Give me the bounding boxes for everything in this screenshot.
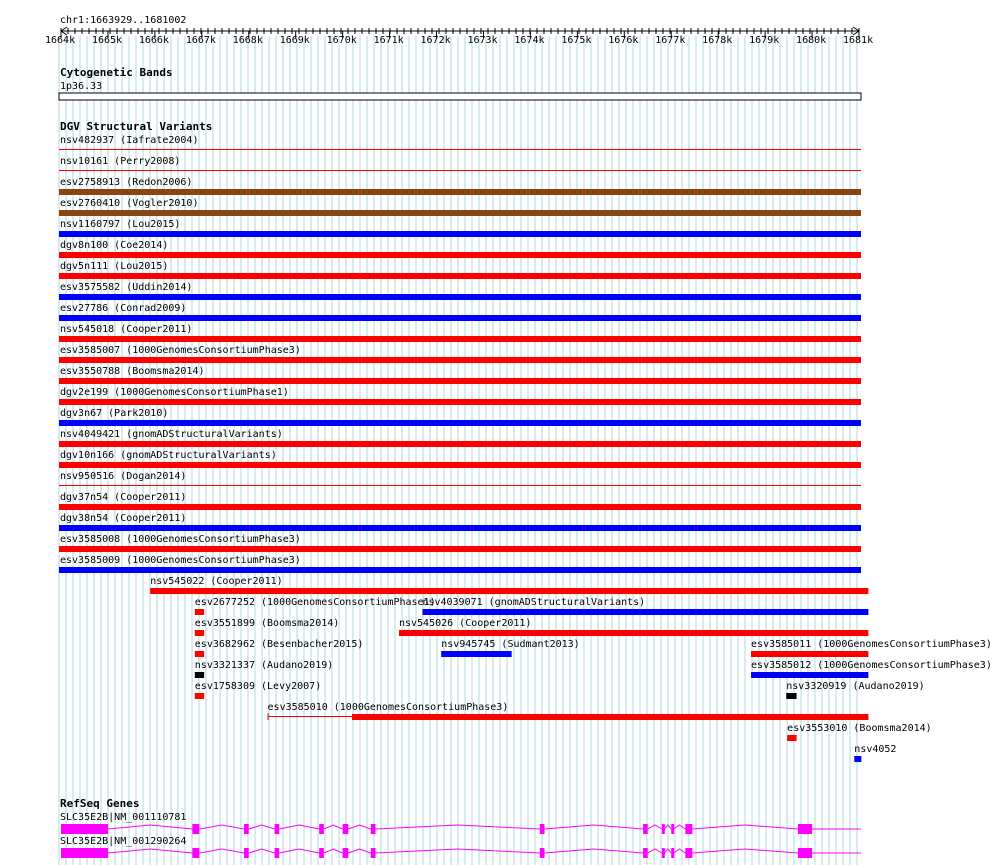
dgv-variant-label[interactable]: nsv482937 (Iafrate2004) — [60, 135, 199, 146]
refseq-exon[interactable] — [371, 848, 376, 858]
dgv-variant-label[interactable]: dgv38n54 (Cooper2011) — [60, 513, 187, 524]
dgv-variant-bar[interactable] — [787, 735, 796, 741]
dgv-variant-bar[interactable] — [59, 294, 861, 300]
refseq-exon[interactable] — [685, 824, 692, 834]
dgv-variant-bar[interactable] — [352, 714, 868, 720]
dgv-variant-label[interactable]: nsv545022 (Cooper2011) — [150, 576, 283, 587]
ruler-tick-label: 1670k — [326, 35, 357, 46]
dgv-variant-label[interactable]: dgv2e199 (1000GenomesConsortiumPhase1) — [60, 387, 289, 398]
refseq-transcript-label[interactable]: SLC35E2B|NM_001290264 — [60, 836, 187, 847]
dgv-variant-label[interactable]: nsv3320919 (Audano2019) — [786, 681, 925, 692]
dgv-variant-bar[interactable] — [59, 420, 861, 426]
refseq-exon[interactable] — [319, 824, 324, 834]
refseq-exon[interactable] — [671, 824, 674, 834]
dgv-variant-bar[interactable] — [195, 693, 204, 699]
dgv-variant-bar[interactable] — [59, 273, 861, 279]
dgv-variant-bar[interactable] — [59, 441, 861, 447]
dgv-variant-bar[interactable] — [751, 672, 868, 678]
refseq-intron-line — [108, 849, 861, 853]
dgv-variant-bar[interactable] — [59, 357, 861, 363]
dgv-variant-bar[interactable] — [150, 588, 868, 594]
dgv-variant-bar[interactable] — [59, 231, 861, 237]
refseq-exon[interactable] — [343, 824, 349, 834]
dgv-variant-bar[interactable] — [59, 252, 861, 258]
dgv-variant-bar[interactable] — [195, 672, 204, 678]
refseq-exon[interactable] — [61, 824, 108, 834]
dgv-variant-bar[interactable] — [59, 189, 861, 195]
refseq-exon[interactable] — [671, 848, 674, 858]
dgv-variant-label[interactable]: dgv10n166 (gnomADStructuralVariants) — [60, 450, 277, 461]
refseq-exon[interactable] — [275, 824, 280, 834]
dgv-variant-bar[interactable] — [195, 630, 204, 636]
refseq-track-title[interactable]: RefSeq Genes — [60, 797, 140, 810]
refseq-exon[interactable] — [61, 848, 108, 858]
cytoband-bar[interactable] — [59, 93, 861, 100]
refseq-transcript-label[interactable]: SLC35E2B|NM_001110781 — [60, 812, 187, 823]
dgv-variant-label[interactable]: esv3553010 (Boomsma2014) — [787, 723, 932, 734]
refseq-exon[interactable] — [798, 848, 812, 858]
dgv-variant-bar[interactable] — [854, 756, 861, 762]
refseq-intron-line — [108, 825, 861, 829]
refseq-exon[interactable] — [798, 824, 812, 834]
dgv-variant-label[interactable]: nsv3321337 (Audano2019) — [194, 660, 334, 671]
dgv-variant-label[interactable]: nsv545026 (Cooper2011) — [398, 618, 532, 629]
refseq-exon[interactable] — [685, 848, 692, 858]
dgv-variant-label[interactable]: esv1758309 (Levy2007) — [194, 681, 322, 692]
dgv-variant-label[interactable]: esv3585012 (1000GenomesConsortiumPhase3) — [751, 660, 992, 671]
refseq-exon[interactable] — [662, 848, 665, 858]
refseq-exon[interactable] — [540, 824, 545, 834]
ruler-tick-label: 1664k — [45, 35, 76, 46]
dgv-variant-bar[interactable] — [59, 567, 861, 573]
ruler-tick-label: 1669k — [279, 35, 310, 46]
dgv-variant-label[interactable]: esv2758913 (Redon2006) — [60, 177, 193, 188]
dgv-variant-label[interactable]: esv3575582 (Uddin2014) — [60, 282, 193, 293]
dgv-variant-label[interactable]: nsv945745 (Sudmant2013) — [441, 639, 580, 650]
dgv-variant-label[interactable]: dgv5n111 (Lou2015) — [60, 261, 169, 272]
dgv-variant-label[interactable]: esv3585009 (1000GenomesConsortiumPhase3) — [60, 555, 301, 566]
dgv-variant-bar[interactable] — [195, 651, 204, 657]
dgv-variant-label[interactable]: esv3585010 (1000GenomesConsortiumPhase3) — [267, 702, 509, 713]
ruler-tick-label: 1677k — [655, 35, 686, 46]
dgv-variant-label[interactable]: dgv3n67 (Park2010) — [60, 408, 169, 419]
dgv-variant-label[interactable]: dgv8n100 (Coe2014) — [60, 240, 169, 251]
ruler-tick-label: 1675k — [561, 35, 592, 46]
ruler-tick-label: 1680k — [796, 35, 827, 46]
ruler-tick-label: 1672k — [420, 35, 451, 46]
dgv-variant-bar[interactable] — [786, 693, 796, 699]
refseq-exon[interactable] — [643, 824, 648, 834]
dgv-variant-label[interactable]: dgv37n54 (Cooper2011) — [60, 492, 187, 503]
refseq-exon[interactable] — [371, 824, 376, 834]
dgv-variant-label[interactable]: nsv1160797 (Lou2015) — [60, 219, 181, 230]
dgv-variant-label[interactable]: esv3550788 (Boomsma2014) — [60, 366, 205, 377]
dgv-variant-label[interactable]: esv2760410 (Vogler2010) — [60, 198, 199, 209]
dgv-variant-label[interactable]: esv3585008 (1000GenomesConsortiumPhase3) — [60, 534, 301, 545]
dgv-variant-bar[interactable] — [59, 504, 861, 510]
ruler-tick-label: 1674k — [514, 35, 545, 46]
dgv-variant-bar[interactable] — [59, 210, 861, 216]
ruler-tick-label: 1671k — [373, 35, 404, 46]
dgv-variant-bar[interactable] — [399, 630, 868, 636]
dgv-variant-label[interactable]: nsv10161 (Perry2008) — [60, 156, 181, 167]
ruler-tick-label: 1665k — [91, 35, 123, 46]
dgv-variant-label[interactable]: nsv4052 — [854, 744, 897, 755]
refseq-exon[interactable] — [244, 824, 249, 834]
refseq-exon[interactable] — [192, 824, 199, 834]
dgv-variant-bar[interactable] — [59, 315, 861, 321]
ruler-tick-label: 1681k — [843, 35, 874, 46]
dgv-variant-bar[interactable] — [195, 609, 204, 615]
dgv-variant-label[interactable]: nsv4049421 (gnomADStructuralVariants) — [60, 429, 283, 440]
refseq-exon[interactable] — [662, 824, 665, 834]
refseq-exon[interactable] — [244, 848, 249, 858]
refseq-exon[interactable] — [540, 848, 545, 858]
ruler-tick-label: 1679k — [749, 35, 780, 46]
dgv-variant-label[interactable]: nsv545018 (Cooper2011) — [60, 324, 193, 335]
dgv-variant-label[interactable]: esv3551899 (Boomsma2014) — [194, 618, 340, 629]
ruler-tick-label: 1666k — [138, 35, 169, 46]
cytoband-label: 1p36.33 — [60, 81, 103, 92]
refseq-exon[interactable] — [319, 848, 324, 858]
dgv-variant-label[interactable]: esv3585011 (1000GenomesConsortiumPhase3) — [751, 639, 992, 650]
dgv-variant-label[interactable]: nsv950516 (Dogan2014) — [60, 471, 187, 482]
dgv-variant-label[interactable]: esv2677252 (1000GenomesConsortiumPhase1) — [194, 597, 436, 608]
dgv-variant-label[interactable]: esv27786 (Conrad2009) — [60, 303, 187, 314]
dgv-variant-label[interactable]: esv3682962 (Besenbacher2015) — [194, 639, 364, 650]
dgv-track-title[interactable]: DGV Structural Variants — [60, 120, 213, 133]
ruler-tick-label: 1667k — [185, 35, 216, 46]
dgv-variant-label[interactable]: esv3585007 (1000GenomesConsortiumPhase3) — [60, 345, 301, 356]
dgv-variant-bar[interactable] — [59, 336, 861, 342]
dgv-variant-bar[interactable] — [59, 399, 861, 405]
dgv-variant-bar[interactable] — [59, 546, 861, 552]
ruler-tick-label: 1668k — [232, 35, 263, 46]
dgv-variant-bar[interactable] — [59, 525, 861, 531]
refseq-exon[interactable] — [643, 848, 648, 858]
dgv-variant-bar[interactable] — [59, 378, 861, 384]
ruler-tick-label: 1673k — [467, 35, 498, 46]
dgv-variant-label[interactable]: nsv4039071 (gnomADStructuralVariants) — [422, 597, 646, 608]
ruler-tick-label: 1678k — [702, 35, 733, 46]
refseq-exon[interactable] — [343, 848, 349, 858]
dgv-variant-bar[interactable] — [441, 651, 511, 657]
refseq-exon[interactable] — [192, 848, 199, 858]
location-label: chr1:1663929..1681002 — [60, 15, 187, 26]
dgv-variant-bar[interactable] — [751, 651, 868, 657]
cytoband-track-title[interactable]: Cytogenetic Bands — [60, 66, 173, 79]
refseq-exon[interactable] — [275, 848, 280, 858]
dgv-variant-bar[interactable] — [422, 609, 868, 615]
ruler-tick-label: 1676k — [608, 35, 639, 46]
dgv-variant-bar[interactable] — [59, 462, 861, 468]
